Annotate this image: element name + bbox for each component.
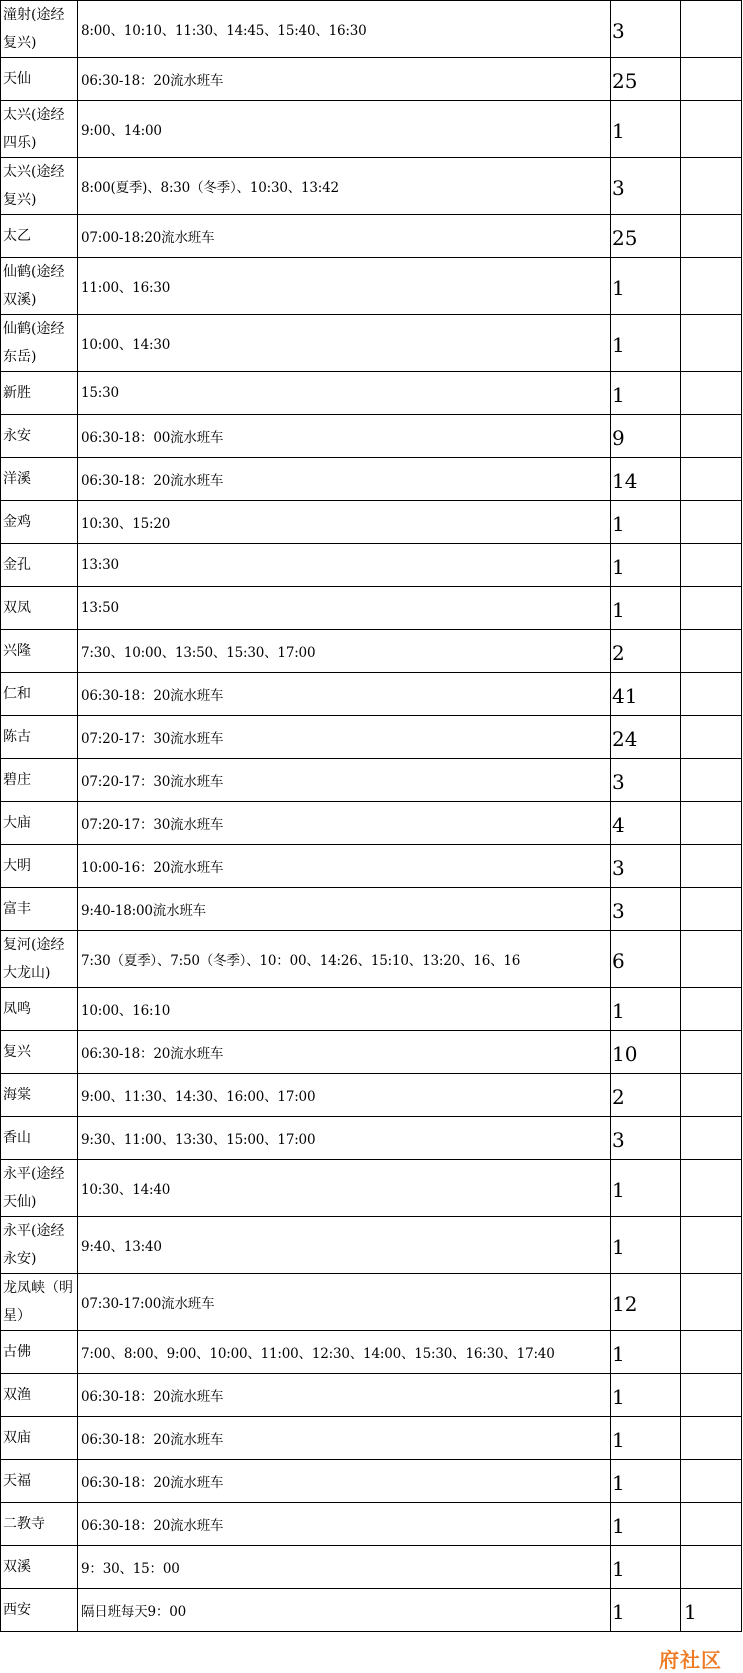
table-row (1, 1503, 742, 1546)
departure-times-cell: 06:30-18：20流水班车 (78, 1460, 611, 1503)
trip-count-cell: 3 (611, 888, 681, 931)
extra-cell (681, 1217, 742, 1274)
departure-times-cell: 9:00、14:00 (78, 101, 611, 158)
departure-times-cell: 06:30-18：20流水班车 (78, 673, 611, 716)
extra-cell (681, 101, 742, 158)
route-cell: 仁和 (1, 673, 78, 716)
table-row (1, 1117, 742, 1160)
table-row (1, 1374, 742, 1417)
trip-count-cell: 41 (611, 673, 681, 716)
departure-times-cell: 07:30-17:00流水班车 (78, 1274, 611, 1331)
departure-times-cell: 06:30-18：20流水班车 (78, 1031, 611, 1074)
table-row (1, 931, 742, 988)
departure-times-cell: 10:30、15:20 (78, 501, 611, 544)
route-cell: 洋溪 (1, 458, 78, 501)
extra-cell (681, 501, 742, 544)
trip-count-cell: 3 (611, 845, 681, 888)
table-row (1, 158, 742, 215)
departure-times-cell: 8:00(夏季)、8:30（冬季）、10:30、13:42 (78, 158, 611, 215)
table-row (1, 544, 742, 587)
route-cell: 天仙 (1, 58, 78, 101)
extra-cell (681, 988, 742, 1031)
table-row (1, 315, 742, 372)
extra-cell (681, 1374, 742, 1417)
route-cell: 太兴(途经四乐) (1, 101, 78, 158)
route-cell: 天福 (1, 1460, 78, 1503)
extra-cell (681, 415, 742, 458)
table-row (1, 1589, 742, 1632)
table-row (1, 258, 742, 315)
extra-cell (681, 1031, 742, 1074)
extra-cell (681, 458, 742, 501)
trip-count-cell: 1 (611, 1217, 681, 1274)
extra-cell (681, 258, 742, 315)
trip-count-cell: 6 (611, 931, 681, 988)
route-cell: 金孔 (1, 544, 78, 587)
route-cell: 海棠 (1, 1074, 78, 1117)
departure-times-cell: 9:40-18:00流水班车 (78, 888, 611, 931)
departure-times-cell: 06:30-18：20流水班车 (78, 1374, 611, 1417)
extra-cell (681, 215, 742, 258)
trip-count-cell: 24 (611, 716, 681, 759)
trip-count-cell: 3 (611, 759, 681, 802)
extra-cell (681, 1460, 742, 1503)
route-cell: 兴隆 (1, 630, 78, 673)
table-row (1, 1274, 742, 1331)
route-cell: 双庙 (1, 1417, 78, 1460)
route-cell: 香山 (1, 1117, 78, 1160)
departure-times-cell: 9:40、13:40 (78, 1217, 611, 1274)
route-cell: 仙鹤(途经东岳) (1, 315, 78, 372)
trip-count-cell: 1 (611, 1546, 681, 1589)
route-cell: 西安 (1, 1589, 78, 1632)
extra-cell (681, 931, 742, 988)
trip-count-cell: 1 (611, 1160, 681, 1217)
table-row (1, 630, 742, 673)
route-cell: 复兴 (1, 1031, 78, 1074)
watermark-text: 府社区 (659, 1647, 722, 1672)
route-cell: 古佛 (1, 1331, 78, 1374)
trip-count-cell: 2 (611, 1074, 681, 1117)
extra-cell (681, 58, 742, 101)
extra-cell (681, 372, 742, 415)
trip-count-cell: 3 (611, 1117, 681, 1160)
extra-cell (681, 673, 742, 716)
extra-cell (681, 802, 742, 845)
departure-times-cell: 10:30、14:40 (78, 1160, 611, 1217)
trip-count-cell: 4 (611, 802, 681, 845)
route-cell: 凤鸣 (1, 988, 78, 1031)
trip-count-cell: 10 (611, 1031, 681, 1074)
trip-count-cell: 1 (611, 258, 681, 315)
departure-times-cell: 10:00、14:30 (78, 315, 611, 372)
extra-cell (681, 158, 742, 215)
table-row (1, 716, 742, 759)
extra-cell (681, 1503, 742, 1546)
site-watermark-logo (638, 1643, 743, 1673)
trip-count-cell: 3 (611, 1, 681, 58)
departure-times-cell: 9:30、11:00、13:30、15:00、17:00 (78, 1117, 611, 1160)
route-cell: 双渔 (1, 1374, 78, 1417)
table-row (1, 1160, 742, 1217)
trip-count-cell: 1 (611, 1331, 681, 1374)
table-row (1, 1031, 742, 1074)
route-cell: 富丰 (1, 888, 78, 931)
table-row (1, 458, 742, 501)
extra-cell (681, 1417, 742, 1460)
route-cell: 大庙 (1, 802, 78, 845)
table-row (1, 888, 742, 931)
route-cell: 大明 (1, 845, 78, 888)
departure-times-cell: 7:30、10:00、13:50、15:30、17:00 (78, 630, 611, 673)
trip-count-cell: 1 (611, 315, 681, 372)
departure-times-cell: 07:20-17：30流水班车 (78, 716, 611, 759)
route-cell: 太兴(途经复兴) (1, 158, 78, 215)
table-row (1, 372, 742, 415)
table-row (1, 1546, 742, 1589)
trip-count-cell: 1 (611, 988, 681, 1031)
extra-cell (681, 1117, 742, 1160)
table-row (1, 759, 742, 802)
trip-count-cell: 1 (611, 587, 681, 630)
departure-times-cell: 10:00-16：20流水班车 (78, 845, 611, 888)
departure-times-cell: 隔日班每天9：00 (78, 1589, 611, 1632)
departure-times-cell: 10:00、16:10 (78, 988, 611, 1031)
table-row (1, 1217, 742, 1274)
trip-count-cell: 1 (611, 1503, 681, 1546)
table-row (1, 101, 742, 158)
extra-cell (681, 716, 742, 759)
route-cell: 陈古 (1, 716, 78, 759)
route-cell: 太乙 (1, 215, 78, 258)
trip-count-cell: 1 (611, 101, 681, 158)
route-cell: 永安 (1, 415, 78, 458)
trip-count-cell: 1 (611, 1417, 681, 1460)
trip-count-cell: 2 (611, 630, 681, 673)
trip-count-cell: 1 (611, 1589, 681, 1632)
extra-cell (681, 1331, 742, 1374)
trip-count-cell: 12 (611, 1274, 681, 1331)
trip-count-cell: 1 (611, 544, 681, 587)
route-cell: 碧庄 (1, 759, 78, 802)
table-row (1, 415, 742, 458)
table-row (1, 1331, 742, 1374)
route-cell: 永平(途经永安) (1, 1217, 78, 1274)
route-cell: 双凤 (1, 587, 78, 630)
table-row (1, 988, 742, 1031)
table-row (1, 1074, 742, 1117)
trip-count-cell: 25 (611, 58, 681, 101)
table-row (1, 673, 742, 716)
departure-times-cell: 8:00、10:10、11:30、14:45、15:40、16:30 (78, 1, 611, 58)
extra-cell (681, 845, 742, 888)
extra-cell (681, 1074, 742, 1117)
departure-times-cell: 07:20-17：30流水班车 (78, 759, 611, 802)
route-cell: 二教寺 (1, 1503, 78, 1546)
departure-times-cell: 15:30 (78, 372, 611, 415)
departure-times-cell: 11:00、16:30 (78, 258, 611, 315)
route-cell: 潼射(途经复兴) (1, 1, 78, 58)
departure-times-cell: 07:20-17：30流水班车 (78, 802, 611, 845)
trip-count-cell: 3 (611, 158, 681, 215)
table-row (1, 1460, 742, 1503)
route-cell: 仙鹤(途经双溪) (1, 258, 78, 315)
trip-count-cell: 1 (611, 1374, 681, 1417)
trip-count-cell: 9 (611, 415, 681, 458)
departure-times-cell: 7:30（夏季）、7:50（冬季）、10：00、14:26、15:10、13:20、16、16 (78, 931, 611, 988)
extra-cell (681, 759, 742, 802)
departure-times-cell: 13:50 (78, 587, 611, 630)
table-row (1, 845, 742, 888)
extra-cell: 1 (681, 1589, 742, 1632)
table-row (1, 215, 742, 258)
table-row (1, 58, 742, 101)
extra-cell (681, 544, 742, 587)
route-cell: 新胜 (1, 372, 78, 415)
departure-times-cell: 9:00、11:30、14:30、16:00、17:00 (78, 1074, 611, 1117)
departure-times-cell: 06:30-18：20流水班车 (78, 458, 611, 501)
departure-times-cell: 06:30-18：00流水班车 (78, 415, 611, 458)
departure-times-cell: 7:00、8:00、9:00、10:00、11:00、12:30、14:00、15:30、16:30、17:40 (78, 1331, 611, 1374)
trip-count-cell: 25 (611, 215, 681, 258)
extra-cell (681, 1546, 742, 1589)
table-row (1, 501, 742, 544)
extra-cell (681, 587, 742, 630)
table-row (1, 587, 742, 630)
route-cell: 金鸡 (1, 501, 78, 544)
departure-times-cell: 06:30-18：20流水班车 (78, 1417, 611, 1460)
departure-times-cell: 9：30、15：00 (78, 1546, 611, 1589)
extra-cell (681, 1274, 742, 1331)
departure-times-cell: 07:00-18:20流水班车 (78, 215, 611, 258)
extra-cell (681, 1160, 742, 1217)
trip-count-cell: 14 (611, 458, 681, 501)
departure-times-cell: 13:30 (78, 544, 611, 587)
route-cell: 双溪 (1, 1546, 78, 1589)
table-row (1, 1417, 742, 1460)
departure-times-cell: 06:30-18：20流水班车 (78, 58, 611, 101)
route-cell: 复河(途经大龙山) (1, 931, 78, 988)
route-cell: 永平(途经天仙) (1, 1160, 78, 1217)
extra-cell (681, 315, 742, 372)
table-row (1, 802, 742, 845)
schedule-body (1, 1, 742, 1632)
trip-count-cell: 1 (611, 1460, 681, 1503)
table-row (1, 1, 742, 58)
trip-count-cell: 1 (611, 372, 681, 415)
extra-cell (681, 888, 742, 931)
trip-count-cell: 1 (611, 501, 681, 544)
extra-cell (681, 630, 742, 673)
route-cell: 龙凤峡（明星） (1, 1274, 78, 1331)
extra-cell (681, 1, 742, 58)
departure-times-cell: 06:30-18：20流水班车 (78, 1503, 611, 1546)
